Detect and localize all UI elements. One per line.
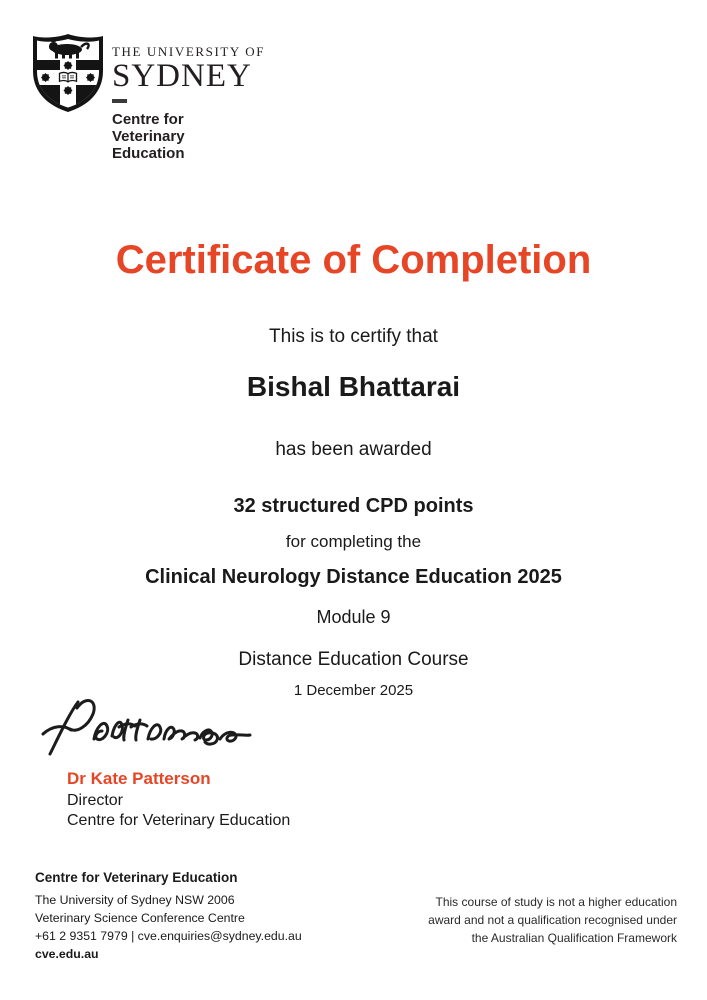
centre-line: Centre for xyxy=(112,110,184,128)
wordmark-dash xyxy=(112,99,127,103)
sydney-logotype: SYDNEY xyxy=(112,58,252,94)
certificate-title: Certificate of Completion xyxy=(115,238,592,282)
centre-line: Education xyxy=(112,144,185,162)
footer-address-line1: The University of Sydney NSW 2006 xyxy=(35,893,235,907)
footer-disclaimer xyxy=(428,893,677,947)
signatory-organisation: Centre for Veterinary Education xyxy=(67,812,291,829)
disclaimer-line: award and not a qualification recognised under xyxy=(428,913,677,927)
disclaimer-line: This course of study is not a higher education xyxy=(435,895,677,909)
footer-org-name: Centre for Veterinary Education xyxy=(35,870,238,885)
footer-address-line2: Veterinary Science Conference Centre xyxy=(35,911,245,925)
awarded-line: has been awarded xyxy=(275,439,432,460)
course-type: Distance Education Course xyxy=(238,649,469,670)
footer-website: cve.edu.au xyxy=(35,947,99,961)
disclaimer-line: the Australian Qualification Framework xyxy=(471,931,677,945)
footer-contact: +61 2 9351 7979 | cve.enquiries@sydney.edu.au xyxy=(35,929,302,943)
centre-name xyxy=(112,111,265,162)
university-wordmark xyxy=(112,44,265,162)
university-of-label: THE UNIVERSITY OF xyxy=(112,44,266,59)
for-completing-line: for completing the xyxy=(285,532,422,551)
signature-image xyxy=(36,694,254,762)
certify-line: This is to certify that xyxy=(269,326,438,347)
usyd-crest-icon xyxy=(30,33,106,113)
signatory-role: Director xyxy=(67,792,124,809)
open-book-glyph xyxy=(60,72,77,81)
cpd-points: 32 structured CPD points xyxy=(233,495,474,517)
completion-date: 1 December 2025 xyxy=(293,682,414,699)
signatory-name: Dr Kate Patterson xyxy=(67,769,211,788)
recipient-name: Bishal Bhattarai xyxy=(246,371,461,402)
centre-line: Veterinary xyxy=(112,127,185,145)
course-title: Clinical Neurology Distance Education 2025 xyxy=(145,566,562,588)
module-label: Module 9 xyxy=(316,607,391,627)
